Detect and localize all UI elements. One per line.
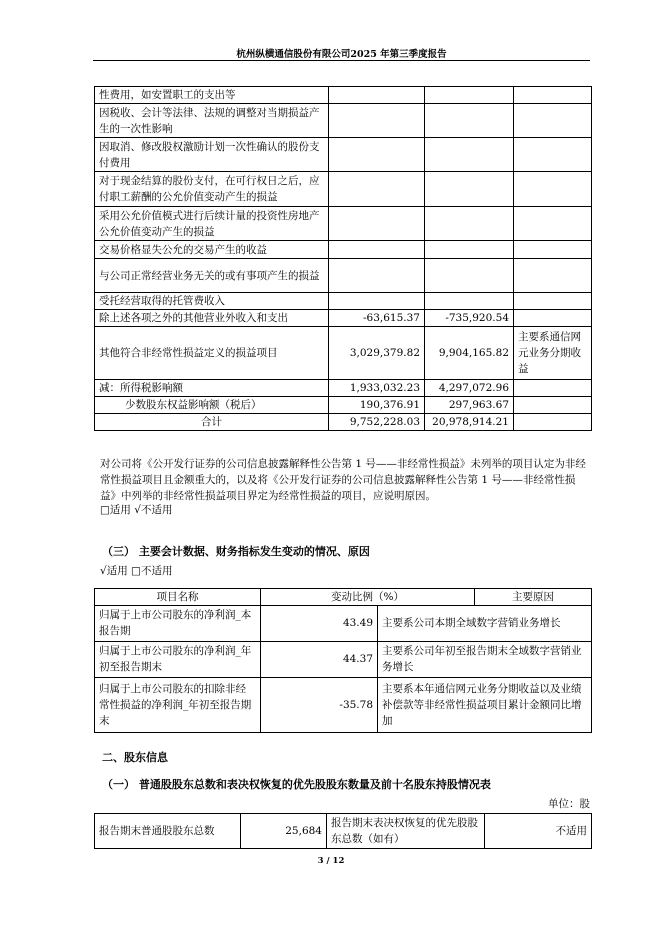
table-header-row <box>95 589 592 606</box>
current-period-value <box>329 259 425 293</box>
main-reason: 主要系本年通信网元业务分期收益以及业绩补偿款等非经常性损益项目累计金额同比增加 <box>378 677 592 732</box>
change-ratio: 43.49 <box>261 605 378 641</box>
non-recurring-explanation: 对公司将《公开发行证券的公司信息披露解释性公告第 1 号——非经常性损益》未列举的项目认定为非经常性损益项目且金额重大的，以及将《公开发行证券的公司信息披露解释性公告第 1 号——非经常性损益》中列举的非经常性损益项目界定为经常性损益的项目，应说明原因。 <box>100 458 586 502</box>
item-name: 少数股东权益影响额（税后） <box>95 397 329 414</box>
header-divider <box>93 60 590 61</box>
item-name: 减：所得税影响额 <box>95 380 329 397</box>
table-row <box>95 677 592 732</box>
current-period-value: 3,029,379.82 <box>329 327 425 380</box>
main-reason: 主要系公司年初至报告期末全域数字营销业务增长 <box>378 641 592 677</box>
ytd-value: 297,963.67 <box>425 397 514 414</box>
applicability-options: □适用 √不适用 <box>100 504 173 516</box>
shareholder-count-table <box>94 813 592 849</box>
change-ratio: 44.37 <box>261 641 378 677</box>
ytd-value <box>425 138 514 172</box>
remark <box>514 414 592 431</box>
ytd-value <box>425 259 514 293</box>
ytd-value: -735,920.54 <box>425 310 514 327</box>
section-title-shareholders: 二、股东信息 <box>102 751 168 764</box>
remark: 主要系通信网元业务分期收益 <box>514 327 592 380</box>
table-row <box>95 259 592 293</box>
ytd-value: 9,904,165.82 <box>425 327 514 380</box>
remark <box>514 172 592 207</box>
item-name: 归属于上市公司股东的净利润_年初至报告期末 <box>95 641 261 677</box>
table-row <box>95 380 592 397</box>
item-name: 合计 <box>95 414 329 431</box>
current-period-value <box>329 172 425 207</box>
item-name: 因税收、会计等法律、法规的调整对当期损益产生的一次性影响 <box>95 104 329 138</box>
item-name: 受托经营取得的托管费收入 <box>95 293 329 310</box>
remark <box>514 207 592 241</box>
table-row <box>95 104 592 138</box>
table-row <box>95 327 592 380</box>
table-row <box>95 641 592 677</box>
applicability-options: √适用 □不适用 <box>100 565 173 577</box>
table-row <box>95 207 592 241</box>
remark <box>514 397 592 414</box>
current-period-value <box>329 241 425 259</box>
remark <box>514 259 592 293</box>
subsection-title-shareholders: （一） 普通股股东总数和表决权恢复的优先股股东数量及前十名股东持股情况表 <box>102 778 491 791</box>
remark <box>514 87 592 104</box>
column-header: 主要原因 <box>475 589 592 606</box>
ytd-value <box>425 104 514 138</box>
major-changes-table <box>94 588 592 606</box>
remark <box>514 138 592 172</box>
change-ratio: -35.78 <box>261 677 378 732</box>
table-row <box>95 293 592 310</box>
item-name: 其他符合非经常性损益定义的损益项目 <box>95 327 329 380</box>
table-row <box>95 397 592 414</box>
major-changes-table-body <box>94 605 592 733</box>
item-name: 归属于上市公司股东的净利润_本报告期 <box>95 605 261 641</box>
page-number: 3 / 12 <box>317 856 345 866</box>
column-header: 项目名称 <box>95 589 261 606</box>
remark <box>514 293 592 310</box>
table-row <box>95 310 592 327</box>
current-period-value: -63,615.37 <box>329 310 425 327</box>
column-header: 变动比例（%） <box>261 589 475 606</box>
remark <box>514 380 592 397</box>
item-name: 与公司正常经营业务无关的或有事项产生的损益 <box>95 259 329 293</box>
table-row <box>95 241 592 259</box>
current-period-value <box>329 138 425 172</box>
main-reason: 主要系公司本期全域数字营销业务增长 <box>378 605 592 641</box>
document-header-title: 杭州纵横通信股份有限公司2025 年第三季度报告 <box>236 49 447 60</box>
current-period-value <box>329 293 425 310</box>
ytd-value <box>425 172 514 207</box>
current-period-value <box>329 207 425 241</box>
common-shareholders-label: 报告期末普通股股东总数 <box>95 814 241 849</box>
preferred-shareholders-value: 不适用 <box>485 814 592 849</box>
table-row <box>95 87 592 104</box>
item-name: 除上述各项之外的其他营业外收入和支出 <box>95 310 329 327</box>
preferred-shareholders-label: 报告期末表决权恢复的优先股股东总数（如有） <box>327 814 485 849</box>
table-row <box>95 605 592 641</box>
current-period-value: 9,752,228.03 <box>329 414 425 431</box>
table-row <box>95 138 592 172</box>
table-row-total <box>95 414 592 431</box>
item-name: 交易价格显失公允的交易产生的收益 <box>95 241 329 259</box>
ytd-value <box>425 293 514 310</box>
item-name: 对于现金结算的股份支付，在可行权日之后，应付职工薪酬的公允价值变动产生的损益 <box>95 172 329 207</box>
ytd-value <box>425 87 514 104</box>
ytd-value: 20,978,914.21 <box>425 414 514 431</box>
common-shareholders-value: 25,684 <box>241 814 327 849</box>
item-name: 归属于上市公司股东的扣除非经常性损益的净利润_年初至报告期末 <box>95 677 261 732</box>
item-name: 因取消、修改股权激励计划一次性确认的股份支付费用 <box>95 138 329 172</box>
ytd-value <box>425 241 514 259</box>
remark <box>514 104 592 138</box>
table-row <box>95 814 592 849</box>
section-title-changes: （三） 主要会计数据、财务指标发生变动的情况、原因 <box>102 545 370 558</box>
remark <box>514 241 592 259</box>
item-name: 采用公允价值模式进行后续计量的投资性房地产公允价值变动产生的损益 <box>95 207 329 241</box>
current-period-value <box>329 104 425 138</box>
ytd-value <box>425 207 514 241</box>
table-row <box>95 172 592 207</box>
unit-label: 单位：股 <box>548 798 590 810</box>
current-period-value <box>329 87 425 104</box>
ytd-value: 4,297,072.96 <box>425 380 514 397</box>
current-period-value: 190,376.91 <box>329 397 425 414</box>
item-name: 性费用，如安置职工的支出等 <box>95 87 329 104</box>
current-period-value: 1,933,032.23 <box>329 380 425 397</box>
remark <box>514 310 592 327</box>
non-recurring-items-table <box>94 86 592 431</box>
